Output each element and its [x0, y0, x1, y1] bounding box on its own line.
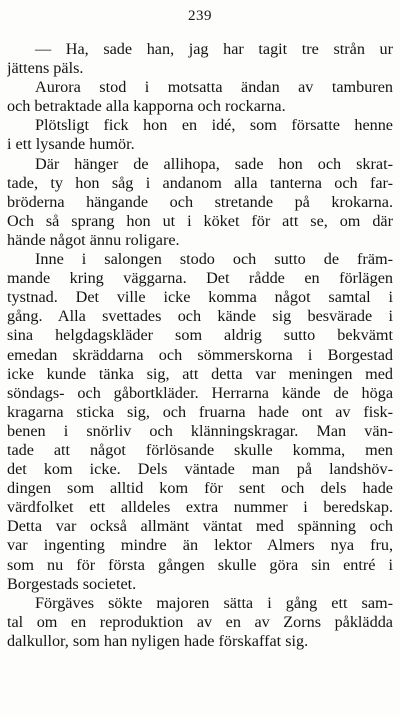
text-line: — Ha, sade han, jag har tagit tre strån ur [35, 40, 393, 58]
text-line: värdfolket ett alldeles extra nummer i beredskap. [7, 498, 393, 517]
text-line: Förgäves sökte majoren sätta i gång ett sam- [35, 593, 393, 612]
text-line: Plötsligt fick hon en idé, som försatte henne [35, 116, 393, 135]
page-number: 239 [188, 8, 212, 24]
text-line: tade att något förlösande skulle komma, men [7, 440, 393, 459]
body-text [7, 40, 393, 651]
text-line: bröderna hängande och stretande på krokarna. [7, 192, 393, 211]
text-line: emedan skräddarna och sömmerskorna i Borgestad [7, 345, 393, 364]
text-line: gång. Alla svettades och kände sig besvärade i [7, 307, 393, 326]
text-line: dingen som alltid kom för sent och dels hade [7, 479, 393, 498]
text-line: det kom icke. Dels väntade man på landshöv- [7, 460, 393, 479]
text-line: benen i snörliv och klänningskragar. Man vän- [7, 421, 393, 440]
text-line: i ett lysande humör. [7, 135, 135, 154]
text-line: söndags- och gåbortkläder. Herrarna kände de höga [7, 383, 393, 402]
text-line: Borgestads societet. [7, 574, 137, 593]
text-line: tade, ty hon såg i andanom alla tanterna och far- [7, 173, 393, 192]
text-line: Detta var också allmänt väntat med spänning och [7, 517, 393, 536]
text-line: Och så sprang hon ut i köket för att se, om där [7, 211, 393, 230]
text-line: tal om en reproduktion av en av Zorns påklädda [7, 612, 393, 631]
text-line: Inne i salongen stodo och sutto de främ- [35, 250, 393, 269]
text-line: jättens päls. [7, 59, 84, 78]
text-line: tystnad. Det ville icke komma något samtal i [7, 288, 393, 307]
text-line: hände något ännu roligare. [7, 230, 180, 249]
text-line: Aurora stod i motsatta ändan av tamburen [35, 78, 393, 97]
text-line: mande kring väggarna. Det rådde en förlägen [7, 269, 393, 288]
text-line: och betraktade alla kapporna och rockarna. [7, 97, 286, 116]
text-line: som nu för första gången skulle göra sin entré i [7, 555, 393, 574]
text-line: dalkullor, som han nyligen hade förskaffat sig. [7, 631, 309, 650]
text-line: icke kunde tänka sig, att detta var meningen med [7, 364, 393, 383]
text-line: Där hänger de allihopa, sade hon och skrat- [35, 154, 393, 173]
text-line: sina helgdagskläder som aldrig sutto bekvämt [7, 326, 393, 345]
text-line: kragarna sticka sig, och fruarna hade ont av fisk- [7, 402, 393, 421]
text-line: var ingenting mindre än lektor Almers nya fru, [7, 536, 393, 555]
